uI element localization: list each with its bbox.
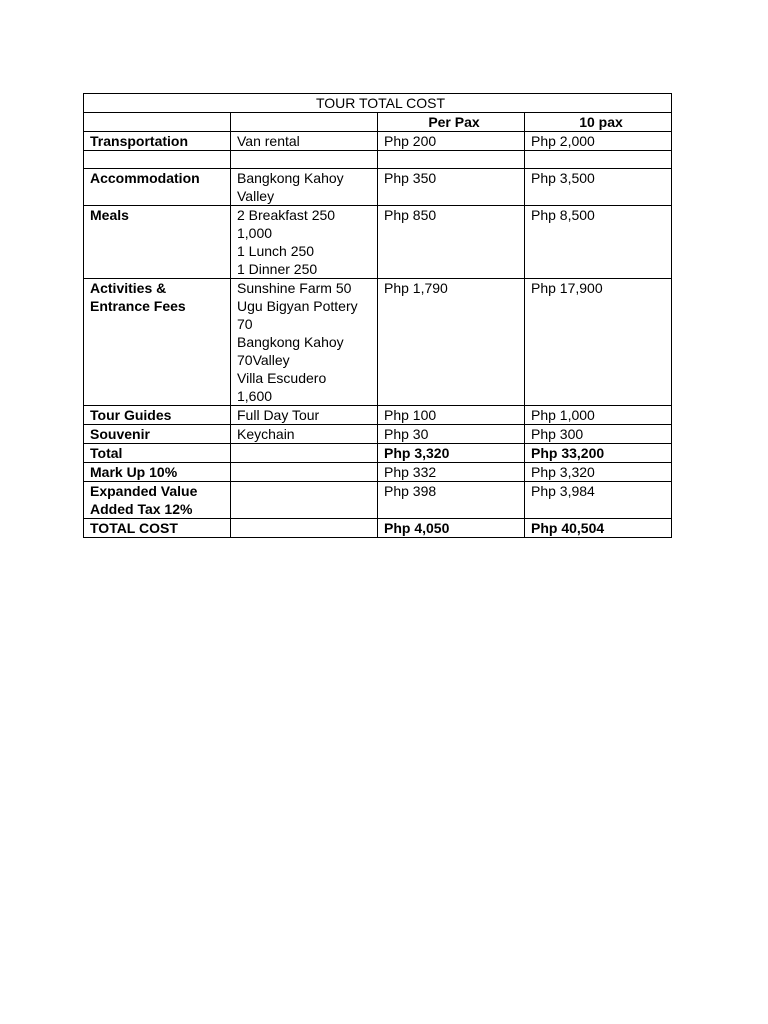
cell-text-line: Sunshine Farm 50	[237, 280, 352, 296]
cell-item	[84, 206, 231, 279]
cell-detail	[231, 206, 378, 279]
cell-text-line: 1,000	[237, 225, 273, 241]
cell-text-line: Transportation	[90, 133, 189, 149]
cell-per-pax	[378, 406, 525, 425]
table-title-row	[84, 94, 672, 113]
cell-text-line: Valley	[237, 188, 275, 204]
cell-detail	[231, 132, 378, 151]
cell-per-pax	[378, 482, 525, 519]
cell-text-line: Accommodation	[90, 170, 200, 186]
cell-per-pax	[378, 519, 525, 538]
cell-text-line: Php 17,900	[531, 280, 603, 296]
cell-10-pax	[525, 279, 672, 406]
cell-text-line: 1,600	[237, 388, 273, 404]
cell-text-line: Php 3,984	[531, 483, 595, 499]
cell-10-pax	[525, 463, 672, 482]
cell-text-line: Php 40,504	[531, 520, 605, 536]
cell-text-line: Php 350	[384, 170, 437, 186]
cell-item	[84, 463, 231, 482]
cell-detail	[231, 406, 378, 425]
cell-10-pax	[525, 132, 672, 151]
cell-detail	[231, 425, 378, 444]
cell-per-pax	[378, 279, 525, 406]
table-row	[84, 279, 672, 406]
cell-text-line: Added Tax 12%	[90, 501, 193, 517]
cell-per-pax	[378, 151, 525, 169]
cell-item	[84, 444, 231, 463]
cell-text-line: Php 200	[384, 133, 437, 149]
cell-detail	[231, 151, 378, 169]
cell-text-line: 2 Breakfast 250	[237, 207, 336, 223]
cell-text-line: TOTAL COST	[90, 520, 178, 536]
cell-per-pax	[378, 444, 525, 463]
table-row	[84, 519, 672, 538]
cell-text-line: Entrance Fees	[90, 298, 186, 314]
table-row	[84, 169, 672, 206]
cell-text-line: Expanded Value	[90, 483, 198, 499]
cell-text-line: 70	[237, 316, 253, 332]
header-cell-detail	[231, 113, 378, 132]
table-row	[84, 463, 672, 482]
table-row	[84, 206, 672, 279]
cell-text-line: Php 398	[384, 483, 437, 499]
cell-item	[84, 406, 231, 425]
table-body	[84, 132, 672, 538]
cell-text-line: Full Day Tour	[237, 407, 320, 423]
cell-10-pax	[525, 444, 672, 463]
cell-text-line: 1 Lunch 250	[237, 243, 315, 259]
cell-text-line: Php 100	[384, 407, 437, 423]
table-header-row	[84, 113, 672, 132]
cell-text-line: 1 Dinner 250	[237, 261, 318, 277]
cell-detail	[231, 463, 378, 482]
cell-per-pax	[378, 206, 525, 279]
cell-10-pax	[525, 169, 672, 206]
cell-text-line: Meals	[90, 207, 129, 223]
cell-text-line: Ugu Bigyan Pottery	[237, 298, 358, 314]
header-cell-item	[84, 113, 231, 132]
cell-detail	[231, 482, 378, 519]
table-row	[84, 406, 672, 425]
cell-detail	[231, 279, 378, 406]
cell-detail	[231, 519, 378, 538]
cell-text-line: Php 850	[384, 207, 437, 223]
cell-item	[84, 132, 231, 151]
cell-per-pax	[378, 463, 525, 482]
cell-text-line: Php 1,000	[531, 407, 595, 423]
cell-text-line: Php 2,000	[531, 133, 595, 149]
cell-text-line: Php 3,320	[384, 445, 450, 461]
cell-text-line: Php 1,790	[384, 280, 448, 296]
cell-per-pax	[378, 169, 525, 206]
header-cell-10-pax: 10 pax	[525, 113, 672, 132]
cell-text-line: Mark Up 10%	[90, 464, 178, 480]
cell-detail	[231, 444, 378, 463]
cell-text-line: 70Valley	[237, 352, 290, 368]
tour-cost-table	[83, 93, 672, 538]
cell-text-line: Php 33,200	[531, 445, 605, 461]
table-row	[84, 151, 672, 169]
cell-per-pax	[378, 425, 525, 444]
cell-text-line: Php 30	[384, 426, 429, 442]
cell-10-pax	[525, 519, 672, 538]
cell-10-pax	[525, 151, 672, 169]
cell-text-line: Bangkong Kahoy	[237, 334, 344, 350]
cell-item	[84, 425, 231, 444]
cell-text-line: Bangkong Kahoy	[237, 170, 344, 186]
table-row	[84, 132, 672, 151]
table-row	[84, 444, 672, 463]
cell-item	[84, 151, 231, 169]
cell-text-line: Villa Escudero	[237, 370, 327, 386]
cell-item	[84, 482, 231, 519]
cell-detail	[231, 169, 378, 206]
cell-text-line: Keychain	[237, 426, 295, 442]
cell-10-pax	[525, 482, 672, 519]
table-row	[84, 482, 672, 519]
cell-text-line: Php 300	[531, 426, 584, 442]
cell-text-line: Php 8,500	[531, 207, 595, 223]
cell-10-pax	[525, 206, 672, 279]
cell-text-line: Php 3,320	[531, 464, 595, 480]
table-title: TOUR TOTAL COST	[84, 94, 672, 113]
cell-10-pax	[525, 406, 672, 425]
table-row	[84, 425, 672, 444]
cell-item	[84, 519, 231, 538]
cell-item	[84, 279, 231, 406]
cell-text-line: Activities &	[90, 280, 167, 296]
header-cell-per-pax: Per Pax	[378, 113, 525, 132]
cell-text-line: Php 4,050	[384, 520, 450, 536]
cell-text-line: Total	[90, 445, 123, 461]
cell-text-line: Van rental	[237, 133, 300, 149]
cell-10-pax	[525, 425, 672, 444]
cell-text-line: Tour Guides	[90, 407, 172, 423]
cell-per-pax	[378, 132, 525, 151]
cell-text-line: Souvenir	[90, 426, 150, 442]
cell-item	[84, 169, 231, 206]
cell-text-line: Php 3,500	[531, 170, 595, 186]
cell-text-line: Php 332	[384, 464, 437, 480]
